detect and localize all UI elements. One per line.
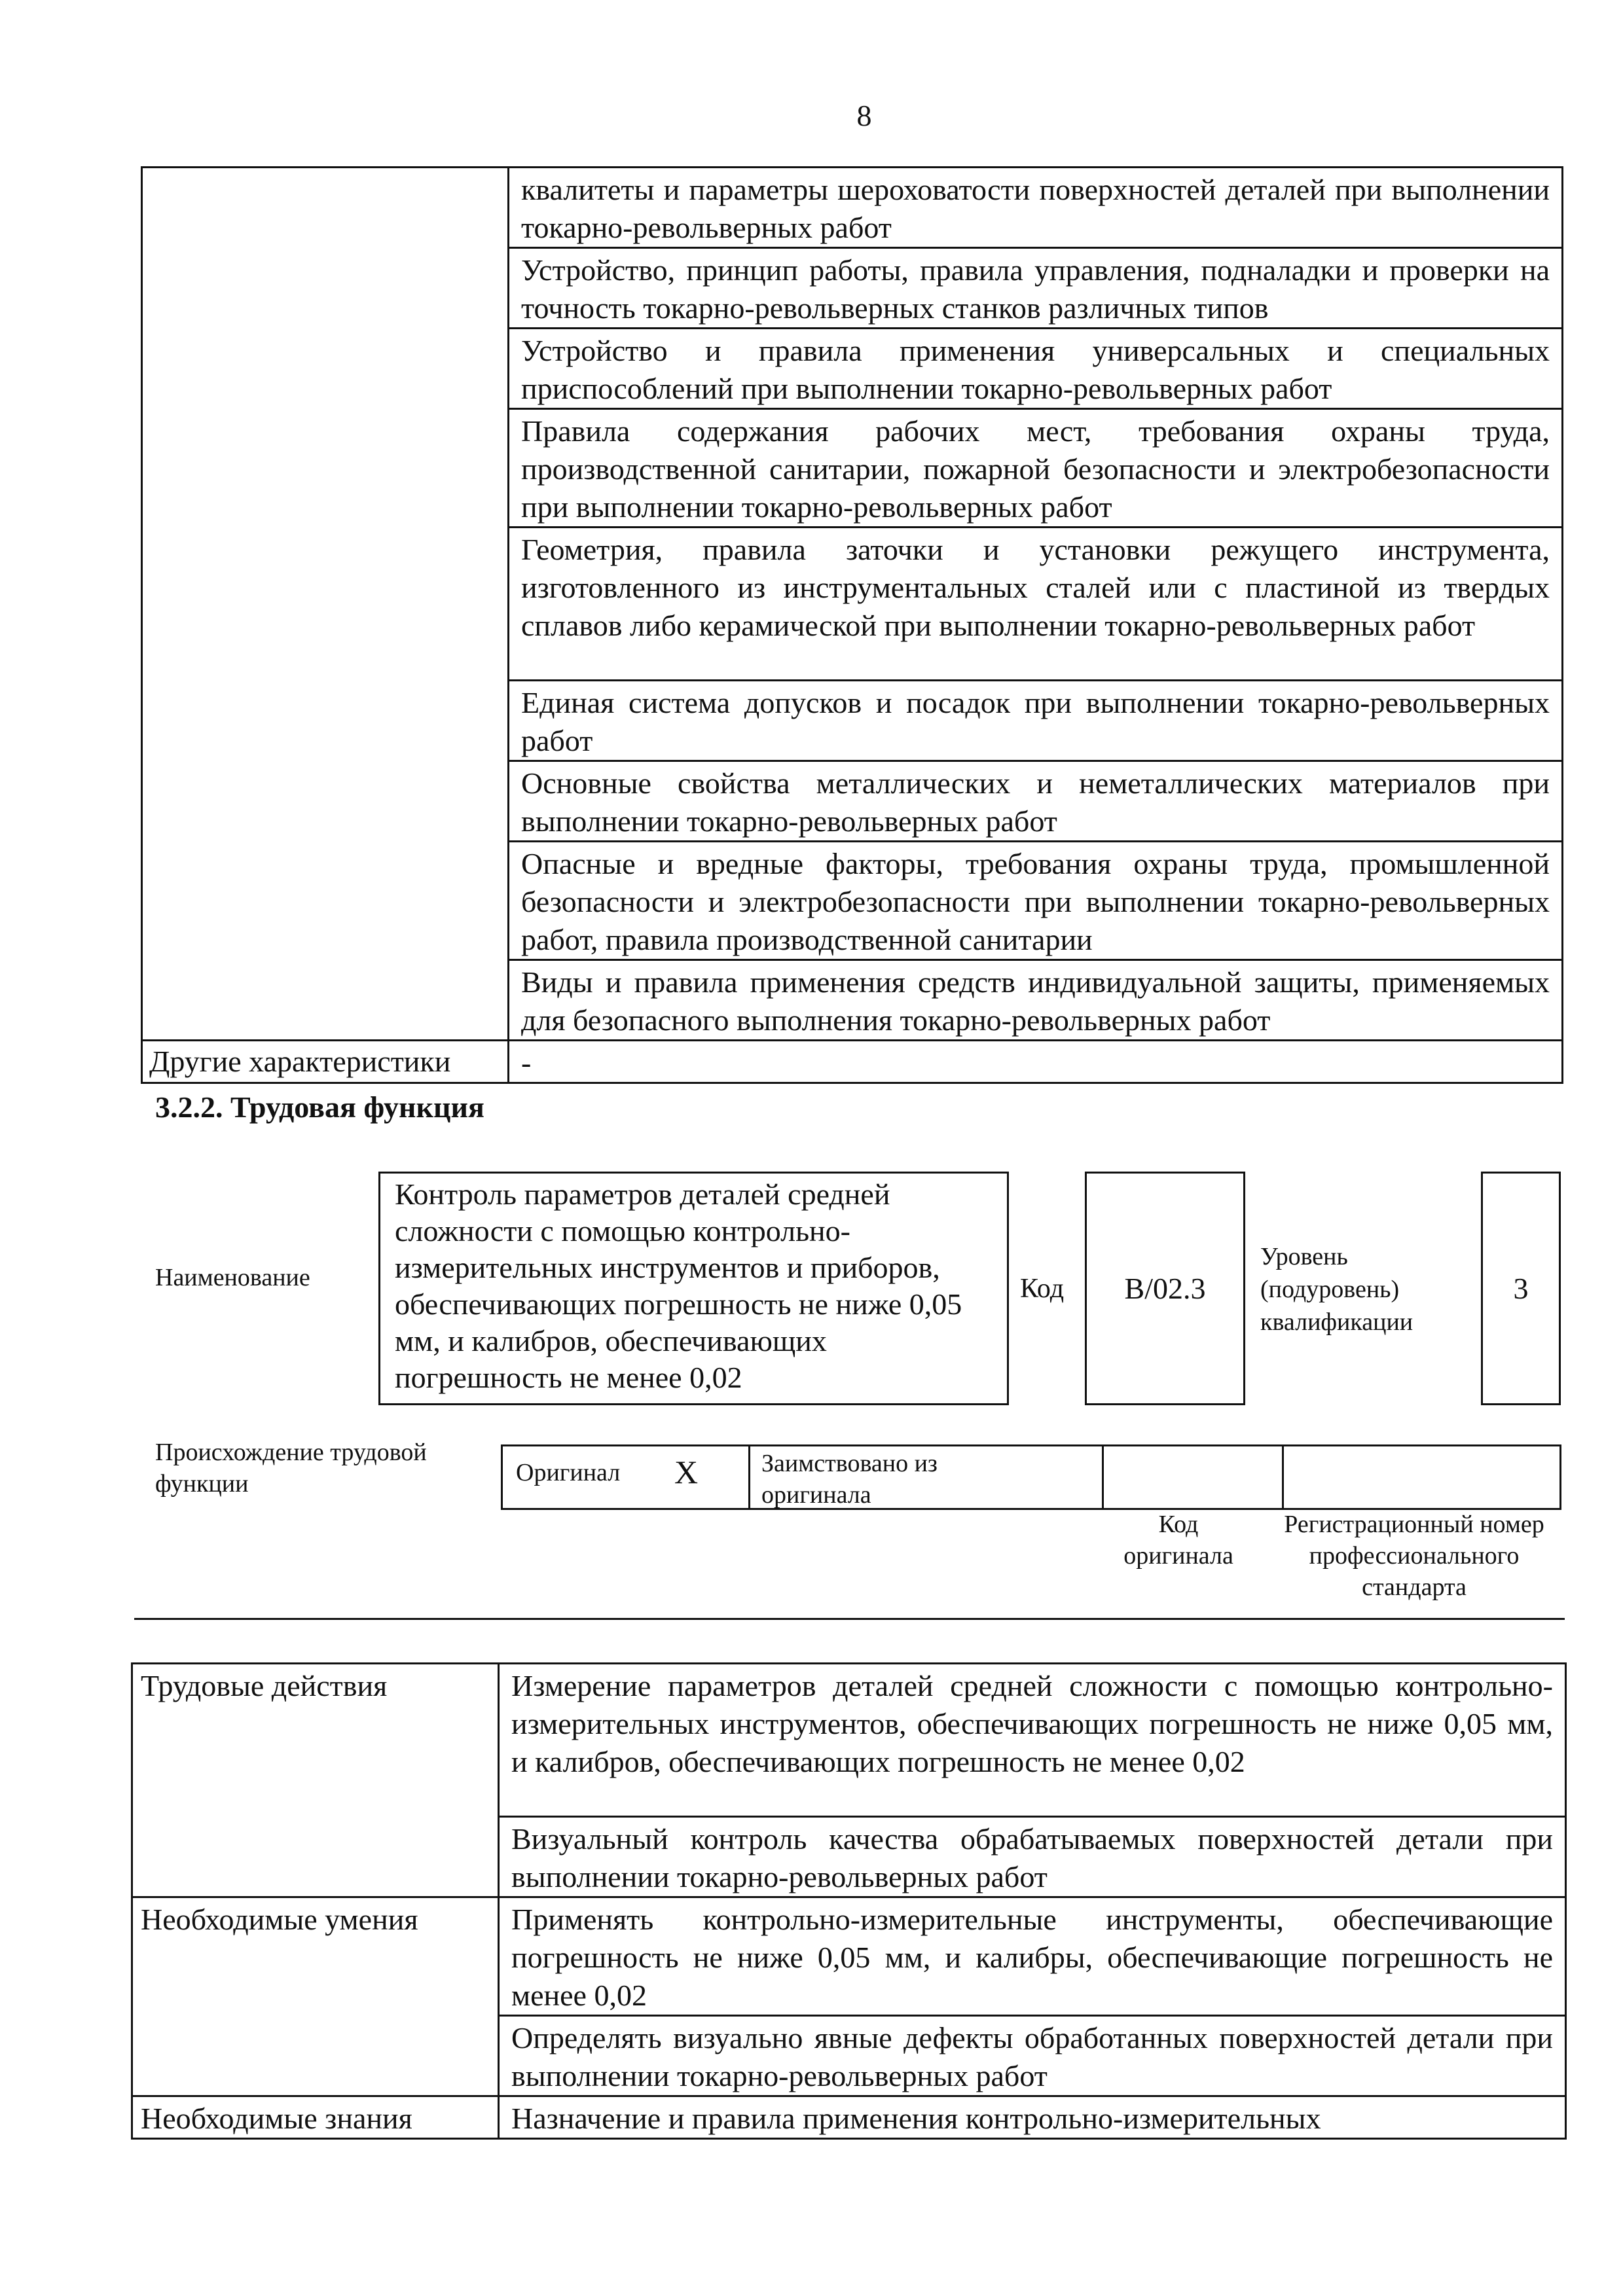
knowledge-item: Устройство, принцип работы, правила управления, подналадки и проверки на точность токарно-револьверных станков различных типов bbox=[509, 248, 1563, 329]
cell-divider bbox=[748, 1446, 750, 1508]
other-characteristics-label: Другие характеристики bbox=[142, 1041, 509, 1083]
knowledge-item: Опасные и вредные факторы, требования охраны труда, промышленной безопасности и электробезопасности при выполнении токарно-револьверных работ, правила производственной санитарии bbox=[509, 842, 1563, 960]
labor-function-table bbox=[131, 1662, 1567, 2140]
skill-item: Применять контрольно-измерительные инструменты, обеспечивающие погрешность не ниже 0,05 мм, и калибры, обеспечивающие погрешность не менее 0,02 bbox=[499, 1897, 1566, 2016]
skill-item: Определять визуально явные дефекты обработанных поверхностей детали при выполнении токарно-револьверных работ bbox=[499, 2016, 1566, 2096]
name-label: Наименование bbox=[155, 1264, 310, 1291]
section-heading: 3.2.2. Трудовая функция bbox=[155, 1090, 484, 1124]
level-label: Уровень (подуровень) квалификации bbox=[1260, 1243, 1413, 1336]
function-name-box: Контроль параметров деталей средней сложности с помощью контрольно-измерительных инструментов и приборов, обеспечивающих погрешность не ниже 0,05 мм, и калибров, обеспечивающих погрешность не менее 0,02 bbox=[378, 1172, 1009, 1405]
knowledge-item: квалитеты и параметры шероховатости поверхностей деталей при выполнении токарно-револьверных работ bbox=[509, 168, 1563, 248]
knowledge-label: Необходимые знания bbox=[132, 2096, 499, 2139]
knowledge-item: Основные свойства металлических и неметаллических материалов при выполнении токарно-револьверных работ bbox=[509, 761, 1563, 842]
knowledge-label-cell bbox=[142, 168, 509, 1041]
origin-row bbox=[501, 1444, 1561, 1510]
skills-label: Необходимые умения bbox=[132, 1897, 499, 2096]
knowledge-item: Единая система допусков и посадок при выполнении токарно-револьверных работ bbox=[509, 681, 1563, 761]
reg-number-caption: Регистрационный номер профессионального стандарта bbox=[1284, 1511, 1544, 1601]
original-mark: X bbox=[674, 1454, 699, 1490]
borrowed-label: Заимствовано из оригинала bbox=[761, 1450, 938, 1509]
cell-divider bbox=[1282, 1446, 1284, 1508]
page-number: 8 bbox=[856, 99, 872, 132]
labor-action-item: Визуальный контроль качества обрабатываемых поверхностей детали при выполнении токарно-револьверных работ bbox=[499, 1817, 1566, 1897]
knowledge-table-continued bbox=[141, 166, 1563, 1084]
level-box: 3 bbox=[1481, 1172, 1561, 1405]
original-label: Оригинал bbox=[516, 1459, 621, 1486]
labor-actions-label: Трудовые действия bbox=[132, 1664, 499, 1897]
knowledge-item: Правила содержания рабочих мест, требования охраны труда, производственной санитарии, пожарной безопасности и электробезопасности при выполнении токарно-револьверных работ bbox=[509, 409, 1563, 528]
origin-code-caption: Код оригинала bbox=[1123, 1511, 1233, 1570]
code-box: B/02.3 bbox=[1085, 1172, 1245, 1405]
origin-label: Происхождение трудовой функции bbox=[155, 1439, 427, 1498]
knowledge-item: Геометрия, правила заточки и установки режущего инструмента, изготовленного из инструментальных сталей или с пластиной из твердых сплавов либо керамической при выполнении токарно-револьверных работ bbox=[509, 528, 1563, 681]
divider-line bbox=[134, 1618, 1565, 1620]
other-characteristics-value: - bbox=[509, 1041, 1563, 1083]
cell-divider bbox=[1102, 1446, 1104, 1508]
knowledge-item: Назначение и правила применения контрольно-измерительных bbox=[499, 2096, 1566, 2139]
knowledge-item: Виды и правила применения средств индивидуальной защиты, применяемых для безопасного выполнения токарно-револьверных работ bbox=[509, 960, 1563, 1041]
code-label: Код bbox=[1020, 1274, 1065, 1304]
labor-action-item: Измерение параметров деталей средней сложности с помощью контрольно-измерительных инструментов, обеспечивающих погрешность не ниже 0,05 мм, и калибров, обеспечивающих погрешность не менее 0,02 bbox=[499, 1664, 1566, 1817]
knowledge-item: Устройство и правила применения универсальных и специальных приспособлений при выполнении токарно-револьверных работ bbox=[509, 329, 1563, 409]
